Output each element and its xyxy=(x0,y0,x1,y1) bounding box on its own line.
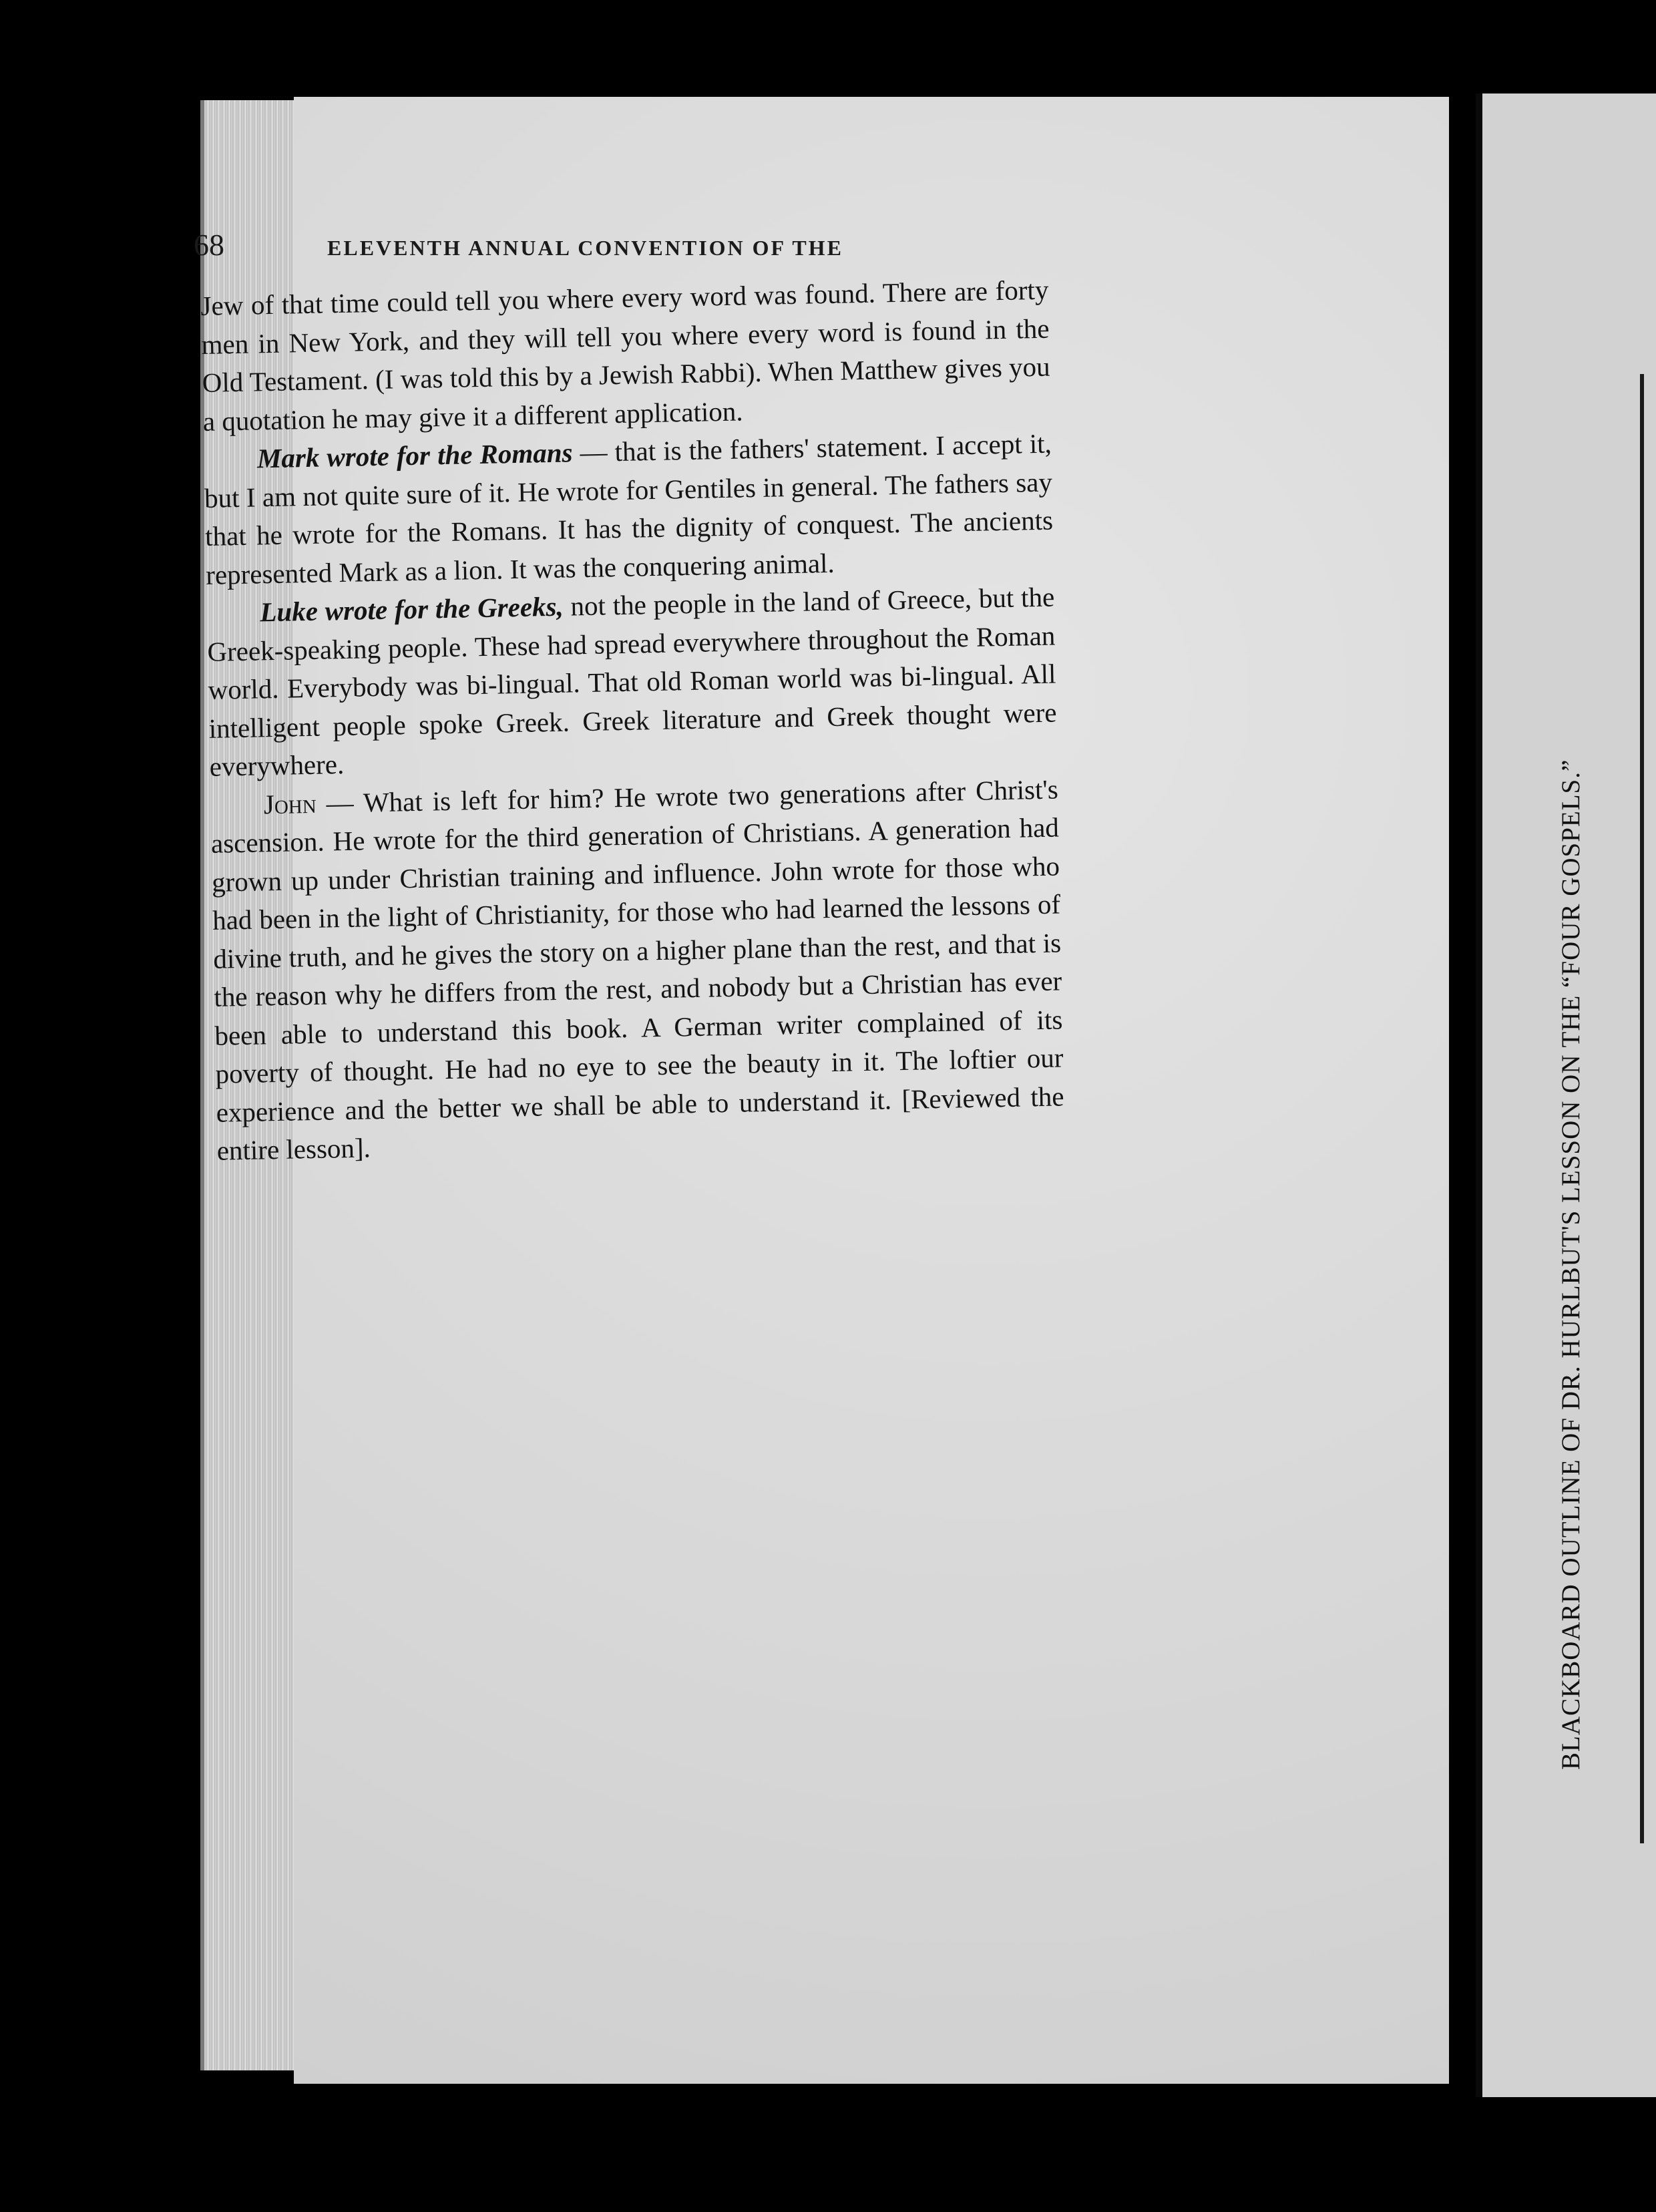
paragraph-2-text: — that is the fathers' statement. I accept it, but I am not quite sure of it. He wrote for Gentiles in general. The fathers say that he wrote for the Romans. It has the dignity of conquest. The ancients represented Mark as a lion. It was the conquering animal. xyxy=(204,427,1054,590)
paragraph-4-lead: John xyxy=(263,787,317,819)
facing-page-vertical-title: BLACKBOARD OUTLINE OF DR. HURLBUT'S LESSON ON THE “FOUR GOSPELS.” xyxy=(1557,759,1585,1770)
paragraph-4 xyxy=(210,770,1065,1170)
body-text xyxy=(200,271,1065,1171)
running-head xyxy=(194,227,1028,262)
paragraph-3-text: not the people in the land of Greece, but the Greek-speaking people. These had spread everywhere throughout the Roman world. Everybody was bi-lingual. That old Roman world was bi-lingual. All intelligent people spoke Greek. Greek literature and Greek thought were everywhere. xyxy=(207,581,1057,782)
paragraph-1 xyxy=(200,271,1051,441)
facing-page-rule xyxy=(1640,374,1644,1843)
paragraph-1-text: Jew of that time could tell you where every word was found. There are forty men in New York, and they will tell you where every word is found in the Old Testament. (I was told this by a Jewish Rabbi). When Matthew gives you a quotation he may give it a different application. xyxy=(200,274,1050,437)
paragraph-2 xyxy=(203,425,1054,594)
paragraph-2-lead: Mark wrote for the Romans xyxy=(256,437,573,474)
page-number: 68 xyxy=(194,228,224,262)
facing-title-wrap xyxy=(1556,759,1609,1777)
paragraph-3-lead: Luke wrote for the Greeks, xyxy=(259,590,564,628)
paragraph-3 xyxy=(206,578,1058,787)
paragraph-4-text: — What is left for him? He wrote two generations after Christ's ascension. He wrote for the third generation of Christians. A generation had grown up under Christian training and influence. John wrote for those who had been in the light of Christianity, for those who had learned the lessons of divine truth, and he gives the story on a higher plane than the rest, and that is the reason why he differs from the rest, and nobody but a Christian has ever been able to understand this book. A German writer complained of its poverty of thought. He had no eye to see the beauty in it. The loftier our experience and the better we shall be able to understand it. [Reviewed the entire lesson]. xyxy=(210,773,1064,1166)
header-title: ELEVENTH ANNUAL CONVENTION OF THE xyxy=(327,236,843,260)
